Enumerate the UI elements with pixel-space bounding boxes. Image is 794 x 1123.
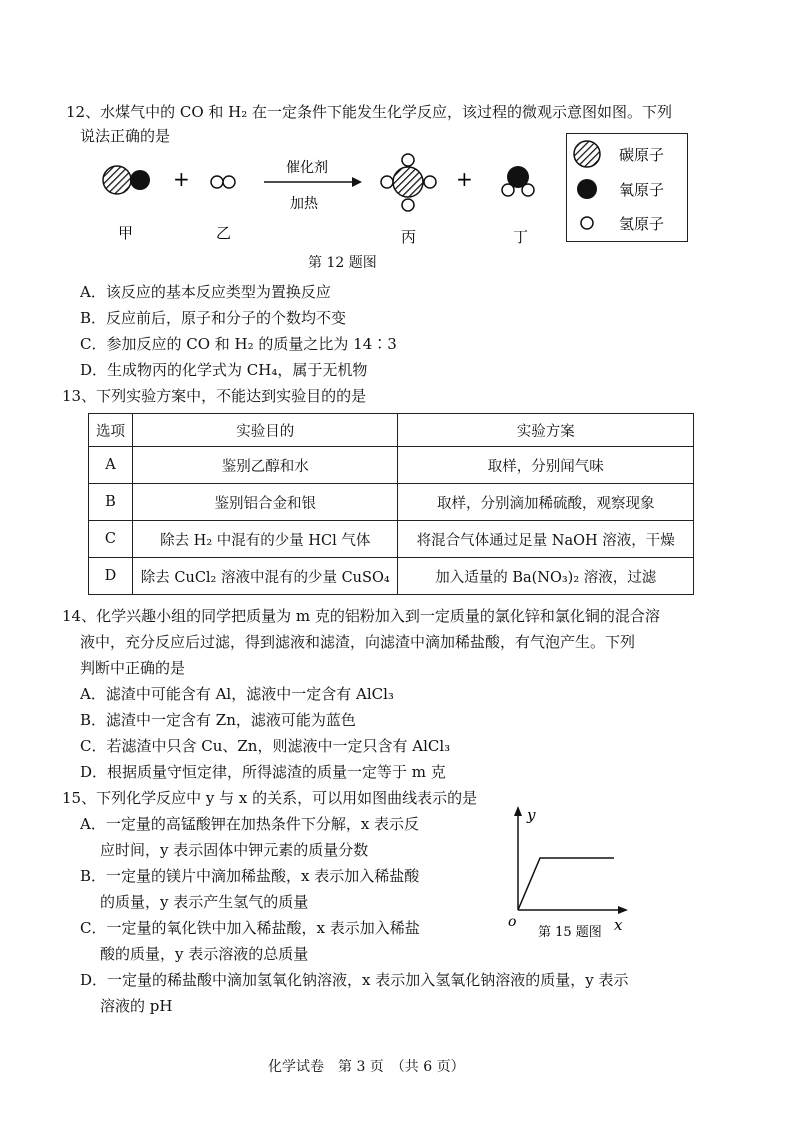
header-option: 选项 (89, 414, 133, 447)
reaction-arrow (264, 177, 362, 187)
page-footer: 化学试卷 第 3 页 （共 6 页） (268, 1059, 465, 1075)
row-c-option: C (89, 521, 133, 558)
molecule-co (103, 166, 150, 194)
row-b-option: B (89, 484, 133, 521)
table-row (89, 447, 694, 484)
hatched-circle-icon (574, 141, 600, 167)
heat-label: 加热 (290, 196, 318, 212)
q15-option-b-line2: 的质量，y 表示产生氢气的质量 (100, 893, 309, 911)
molecule-ch4 (381, 154, 436, 211)
q12-option-c: C．参加反应的 CO 和 H₂ 的质量之比为 14∶3 (80, 335, 397, 353)
plus-1: + (173, 167, 190, 191)
header-plan: 实验方案 (398, 414, 694, 447)
q12-stem-line2: 说法正确的是 (80, 127, 171, 145)
curve (518, 858, 614, 910)
white-circle-icon (581, 217, 593, 229)
row-a-purpose: 鉴别乙醇和水 (132, 447, 398, 484)
legend-carbon: 碳原子 (619, 146, 665, 164)
q12-stem-line1: 12、水煤气中的 CO 和 H₂ 在一定条件下能发生化学反应，该过程的微观示意图如图。下列 (66, 103, 673, 121)
row-c-purpose: 除去 H₂ 中混有的少量 HCl 气体 (132, 521, 398, 558)
q14-option-c: C．若滤渣中只含 Cu、Zn，则滤液中一定只含有 AlCl₃ (80, 737, 451, 755)
y-axis-label: y (527, 806, 536, 824)
row-b-purpose: 鉴别铝合金和银 (132, 484, 398, 521)
row-d-purpose: 除去 CuCl₂ 溶液中混有的少量 CuSO₄ (132, 558, 398, 595)
q12-option-d: D．生成物丙的化学式为 CH₄，属于无机物 (80, 361, 368, 379)
row-b-plan: 取样，分别滴加稀硫酸，观察现象 (398, 484, 694, 521)
q12-option-a: A．该反应的基本反应类型为置换反应 (80, 283, 331, 301)
q14-stem-line2: 液中，充分反应后过滤，得到滤液和滤渣，向滤渣中滴加稀盐酸，有气泡产生。下列 (80, 633, 636, 651)
molecule-h2o (502, 166, 534, 196)
q15-stem: 15、下列化学反应中 y 与 x 的关系，可以用如图曲线表示的是 (62, 789, 478, 807)
legend-hydrogen: 氢原子 (619, 215, 665, 233)
x-axis-arrow (618, 906, 628, 914)
table-row (89, 484, 694, 521)
q15-option-d-line1: D．一定量的稀盐酸中滴加氢氧化钠溶液，x 表示加入氢氧化钠溶液的质量，y 表示 (80, 971, 629, 989)
q14-option-d: D．根据质量守恒定律，所得滤渣的质量一定等于 m 克 (80, 763, 446, 781)
label-ding: 丁 (513, 228, 529, 246)
y-axis-arrow (514, 806, 522, 816)
q15-caption: 第 15 题图 (538, 925, 602, 940)
label-yi: 乙 (216, 224, 232, 242)
table-row (89, 558, 694, 595)
row-a-option: A (89, 447, 133, 484)
q14-option-b: B．滤渣中一定含有 Zn，滤液可能为蓝色 (80, 711, 356, 729)
x-axis-label: x (614, 916, 623, 934)
row-d-plan: 加入适量的 Ba(NO₃)₂ 溶液，过滤 (398, 558, 694, 595)
q15-graph (502, 800, 632, 940)
q12-option-b: B．反应前后，原子和分子的个数均不变 (80, 309, 347, 327)
table-row (89, 521, 694, 558)
molecule-h2 (211, 176, 235, 188)
q14-option-a: A．滤渣中可能含有 Al，滤液中一定含有 AlCl₃ (80, 685, 394, 703)
label-jia: 甲 (118, 224, 134, 242)
legend-oxygen: 氧原子 (619, 181, 665, 199)
q12-legend (566, 133, 688, 242)
row-d-option: D (89, 558, 133, 595)
catalyst-label: 催化剂 (286, 160, 328, 176)
q15-option-b-line1: B．一定量的镁片中滴加稀盐酸，x 表示加入稀盐酸 (80, 867, 420, 885)
q15-option-d-line2: 溶液的 pH (100, 997, 173, 1015)
q13-stem: 13、下列实验方案中，不能达到实验目的的是 (62, 387, 367, 405)
label-bing: 丙 (401, 228, 417, 246)
q15-option-a-line1: A．一定量的高锰酸钾在加热条件下分解，x 表示反 (80, 815, 420, 833)
q13-table (88, 413, 694, 595)
row-a-plan: 取样，分别闻气味 (398, 447, 694, 484)
q15-option-c-line2: 酸的质量，y 表示溶液的总质量 (100, 945, 309, 963)
black-circle-icon (577, 179, 597, 199)
q15-option-a-line2: 应时间，y 表示固体中钾元素的质量分数 (100, 841, 369, 859)
header-purpose: 实验目的 (132, 414, 398, 447)
origin-label: o (508, 914, 517, 930)
q15-option-c-line1: C．一定量的氧化铁中加入稀盐酸，x 表示加入稀盐 (80, 919, 420, 937)
row-c-plan: 将混合气体通过足量 NaOH 溶液，干燥 (398, 521, 694, 558)
q14-stem-line1: 14、化学兴趣小组的同学把质量为 m 克的铝粉加入到一定质量的氯化锌和氯化铜的混合溶 (62, 607, 660, 625)
table-header-row (89, 414, 694, 447)
plus-2: + (456, 167, 473, 191)
q12-caption: 第 12 题图 (308, 255, 377, 271)
q14-stem-line3: 判断中正确的是 (80, 659, 186, 677)
